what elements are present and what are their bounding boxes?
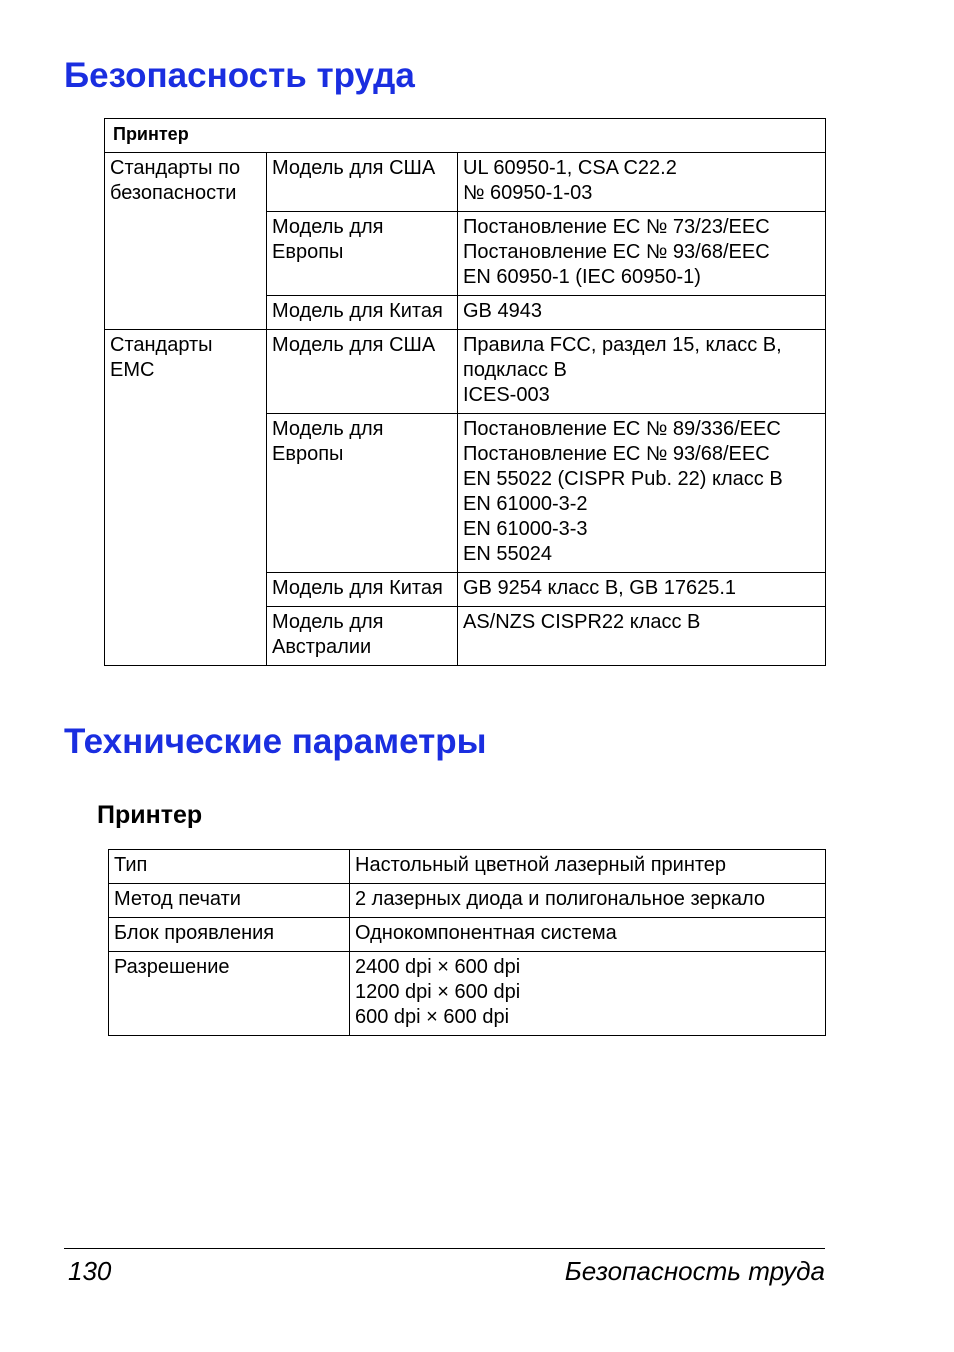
- model-cell: Модель для Китая: [267, 573, 458, 607]
- footer-rule: [64, 1248, 825, 1249]
- safety-standards-table: [104, 118, 826, 666]
- table-row: [109, 850, 826, 884]
- model-cell: Модель для Европы: [267, 414, 458, 573]
- model-cell: Модель для Австралии: [267, 607, 458, 666]
- group-name-safety: Стандарты по безопасности: [105, 153, 267, 330]
- spec-label: Разрешение: [109, 952, 350, 1036]
- model-cell: Модель для США: [267, 153, 458, 212]
- table-row: [109, 884, 826, 918]
- value-cell: UL 60950-1, CSA C22.2 № 60950-1-03: [458, 153, 826, 212]
- table-header-row: [105, 119, 826, 153]
- value-cell: Постановление ЕС № 89/336/EEC Постановление ЕС № 93/68/EEC EN 55022 (CISPR Pub. 22) класс B EN 61000-3-2 EN 61000-3-3 EN 55024: [458, 414, 826, 573]
- model-cell: Модель для Европы: [267, 212, 458, 296]
- table-row: [105, 153, 826, 212]
- spec-label: Тип: [109, 850, 350, 884]
- spec-value: 2 лазерных диода и полигональное зеркало: [350, 884, 826, 918]
- value-cell: Правила FCC, раздел 15, класс B, подкласс B ICES-003: [458, 330, 826, 414]
- table-row: [109, 918, 826, 952]
- printer-specs-table: [108, 849, 826, 1036]
- spec-label: Блок проявления: [109, 918, 350, 952]
- table-header-printer: Принтер: [105, 119, 826, 153]
- value-cell: Постановление ЕС № 73/23/EEC Постановление ЕС № 93/68/EEC EN 60950-1 (IEC 60950-1): [458, 212, 826, 296]
- model-cell: Модель для Китая: [267, 296, 458, 330]
- specs-subtitle: Принтер: [97, 801, 203, 829]
- specs-title: Технические параметры: [64, 722, 487, 761]
- table-row: [109, 952, 826, 1036]
- footer-section-title: Безопасность труда: [564, 1256, 825, 1286]
- spec-value: 2400 dpi × 600 dpi 1200 dpi × 600 dpi 600 dpi × 600 dpi: [350, 952, 826, 1036]
- value-cell: GB 9254 класс B, GB 17625.1: [458, 573, 826, 607]
- table-row: [105, 330, 826, 414]
- safety-title: Безопасность труда: [64, 56, 415, 95]
- group-name-emc: Стандарты EMC: [105, 330, 267, 666]
- value-cell: AS/NZS CISPR22 класс B: [458, 607, 826, 666]
- spec-value: Однокомпонентная система: [350, 918, 826, 952]
- value-cell: GB 4943: [458, 296, 826, 330]
- spec-value: Настольный цветной лазерный принтер: [350, 850, 826, 884]
- page-number: 130: [68, 1256, 112, 1286]
- model-cell: Модель для США: [267, 330, 458, 414]
- spec-label: Метод печати: [109, 884, 350, 918]
